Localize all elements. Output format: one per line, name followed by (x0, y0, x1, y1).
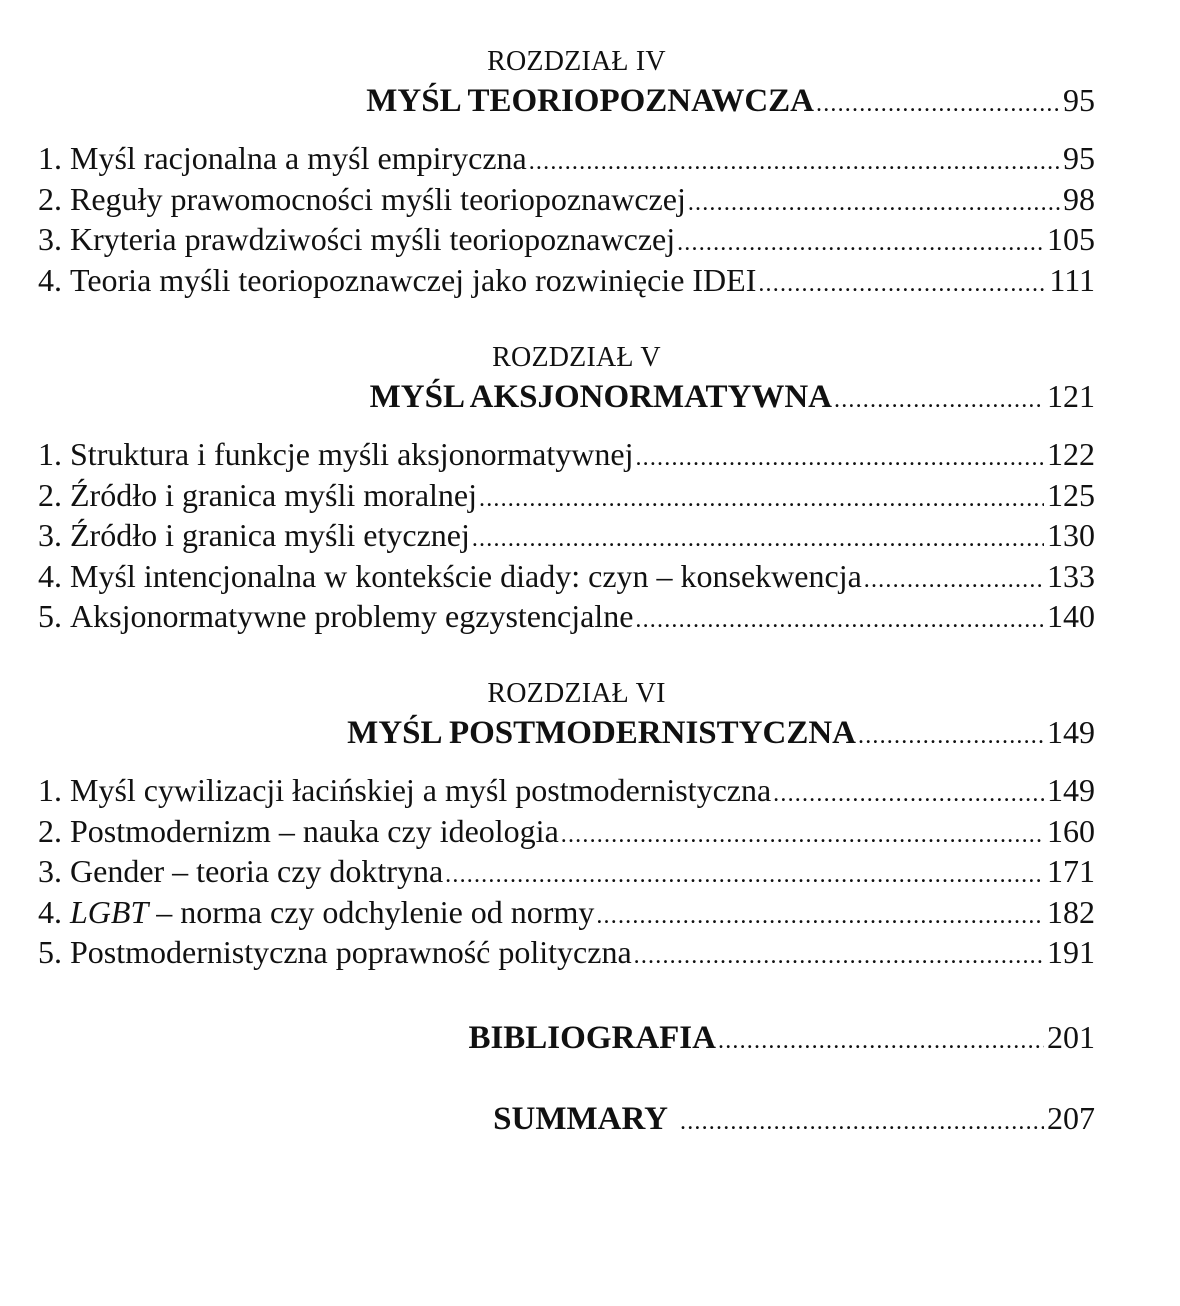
entry-number: 2. (38, 812, 62, 849)
entry-title: Myśl intencjonalna w kontekście diady: czyn – konsekwencja (70, 557, 862, 594)
entry-title: Reguły prawomocności myśli teoriopoznawczej (70, 180, 686, 217)
dot-leader (561, 815, 1044, 856)
dot-leader (858, 716, 1044, 756)
toc-entry[interactable] (38, 811, 1095, 852)
chapter-5 (38, 340, 1095, 637)
toc-entry[interactable] (38, 515, 1095, 556)
entry-title: Źródło i granica myśli etycznej (70, 517, 470, 553)
entry-title: Kryteria prawdziwości myśli teoriopoznawczej (70, 221, 676, 257)
entry-number: 2. (38, 180, 62, 217)
summary-entry[interactable] (38, 1098, 1095, 1138)
entry-number: 3. (38, 853, 62, 889)
dot-leader (688, 183, 1060, 224)
entry-number: 5. (38, 934, 62, 970)
page-number: 160 (1047, 812, 1095, 849)
page-number: 121 (1047, 378, 1095, 414)
page-number: 130 (1047, 517, 1095, 553)
entry-number: 1. (38, 772, 62, 808)
toc-entry[interactable] (38, 260, 1095, 301)
entry-title: Postmodernistyczna poprawność polityczna (70, 934, 632, 970)
page-number: 149 (1047, 714, 1095, 750)
dot-leader (816, 84, 1060, 124)
entry-title: Postmodernizm – nauka czy ideologia (70, 812, 559, 849)
dot-leader (635, 600, 1044, 641)
back-matter-title: BIBLIOGRAFIA (468, 1020, 716, 1056)
chapter-title-row[interactable] (38, 80, 1095, 120)
toc-entry[interactable] (38, 556, 1095, 597)
chapter-title: MYŚL POSTMODERNISTYCZNA (347, 715, 856, 751)
chapter-6 (38, 676, 1095, 973)
entry-title (70, 892, 594, 933)
entry-title: Źródło i granica myśli moralnej (70, 476, 477, 513)
dot-leader (635, 438, 1044, 479)
toc-entry[interactable] (38, 138, 1095, 179)
page-number: 133 (1047, 557, 1095, 594)
dot-leader (677, 223, 1044, 264)
page-number: 182 (1047, 893, 1095, 930)
entry-title: Gender – teoria czy doktryna (70, 853, 444, 889)
chapter-title: MYŚL AKSJONORMATYWNA (369, 379, 832, 415)
entry-number: 5. (38, 598, 62, 634)
entry-title: Aksjonormatywne problemy egzystencjalne (70, 598, 634, 634)
dot-leader (596, 896, 1044, 937)
entry-title: Myśl cywilizacji łacińskiej a myśl postmodernistyczna (70, 772, 772, 808)
entry-number: 3. (38, 517, 62, 553)
toc-entry[interactable] (38, 179, 1095, 220)
dot-leader (773, 774, 1044, 815)
dot-leader (472, 519, 1044, 560)
back-matter-title: SUMMARY (493, 1101, 668, 1137)
page-number: 111 (1049, 261, 1095, 298)
page-number: 95 (1063, 140, 1095, 176)
chapter-label: ROZDZIAŁ VI (487, 678, 666, 709)
entry-number: 4. (38, 893, 62, 930)
entry-number: 1. (38, 140, 62, 176)
toc-entry[interactable] (38, 770, 1095, 811)
chapter-title-row[interactable] (38, 712, 1095, 752)
toc-entry[interactable] (38, 892, 1095, 933)
chapter-title: MYŚL TEORIOPOZNAWCZA (366, 83, 814, 119)
bibliography-entry[interactable] (38, 1017, 1095, 1057)
page-number: 125 (1047, 476, 1095, 513)
dot-leader (479, 479, 1044, 520)
entry-title-rest: – norma czy odchylenie od normy (148, 893, 595, 930)
toc-entry[interactable] (38, 932, 1095, 973)
dot-leader (758, 264, 1046, 305)
entry-number: 2. (38, 476, 62, 513)
dot-leader (529, 142, 1060, 183)
dot-leader (864, 560, 1044, 601)
page-number: 207 (1047, 1100, 1095, 1136)
entry-number: 4. (38, 557, 62, 594)
dot-leader (680, 1102, 1044, 1142)
entry-number: 4. (38, 261, 62, 298)
entry-title: Myśl racjonalna a myśl empiryczna (70, 140, 527, 176)
page-number: 149 (1047, 772, 1095, 808)
dot-leader (634, 936, 1044, 977)
toc-entry[interactable] (38, 851, 1095, 892)
page-number: 95 (1063, 82, 1095, 118)
toc-entry[interactable] (38, 434, 1095, 475)
chapter-title-row[interactable] (38, 376, 1095, 416)
page-number: 191 (1047, 934, 1095, 970)
page-number: 171 (1047, 853, 1095, 889)
chapter-label: ROZDZIAŁ IV (487, 46, 666, 77)
toc-entry[interactable] (38, 596, 1095, 637)
entry-title: Struktura i funkcje myśli aksjonormatywnej (70, 436, 634, 472)
dot-leader (834, 380, 1044, 420)
entry-title-italic: LGBT (70, 893, 149, 930)
entry-number: 3. (38, 221, 62, 257)
page-number: 105 (1047, 221, 1095, 257)
entry-number: 1. (38, 436, 62, 472)
page-number: 98 (1063, 180, 1095, 217)
chapter-label: ROZDZIAŁ V (492, 342, 661, 373)
page-number: 201 (1047, 1019, 1095, 1055)
toc-entry[interactable] (38, 475, 1095, 516)
page-number: 140 (1047, 598, 1095, 634)
page-number: 122 (1047, 436, 1095, 472)
toc-entry[interactable] (38, 219, 1095, 260)
dot-leader (718, 1021, 1044, 1061)
entry-title: Teoria myśli teoriopoznawczej jako rozwinięcie IDEI (70, 261, 757, 298)
chapter-4 (38, 44, 1095, 300)
dot-leader (445, 855, 1044, 896)
